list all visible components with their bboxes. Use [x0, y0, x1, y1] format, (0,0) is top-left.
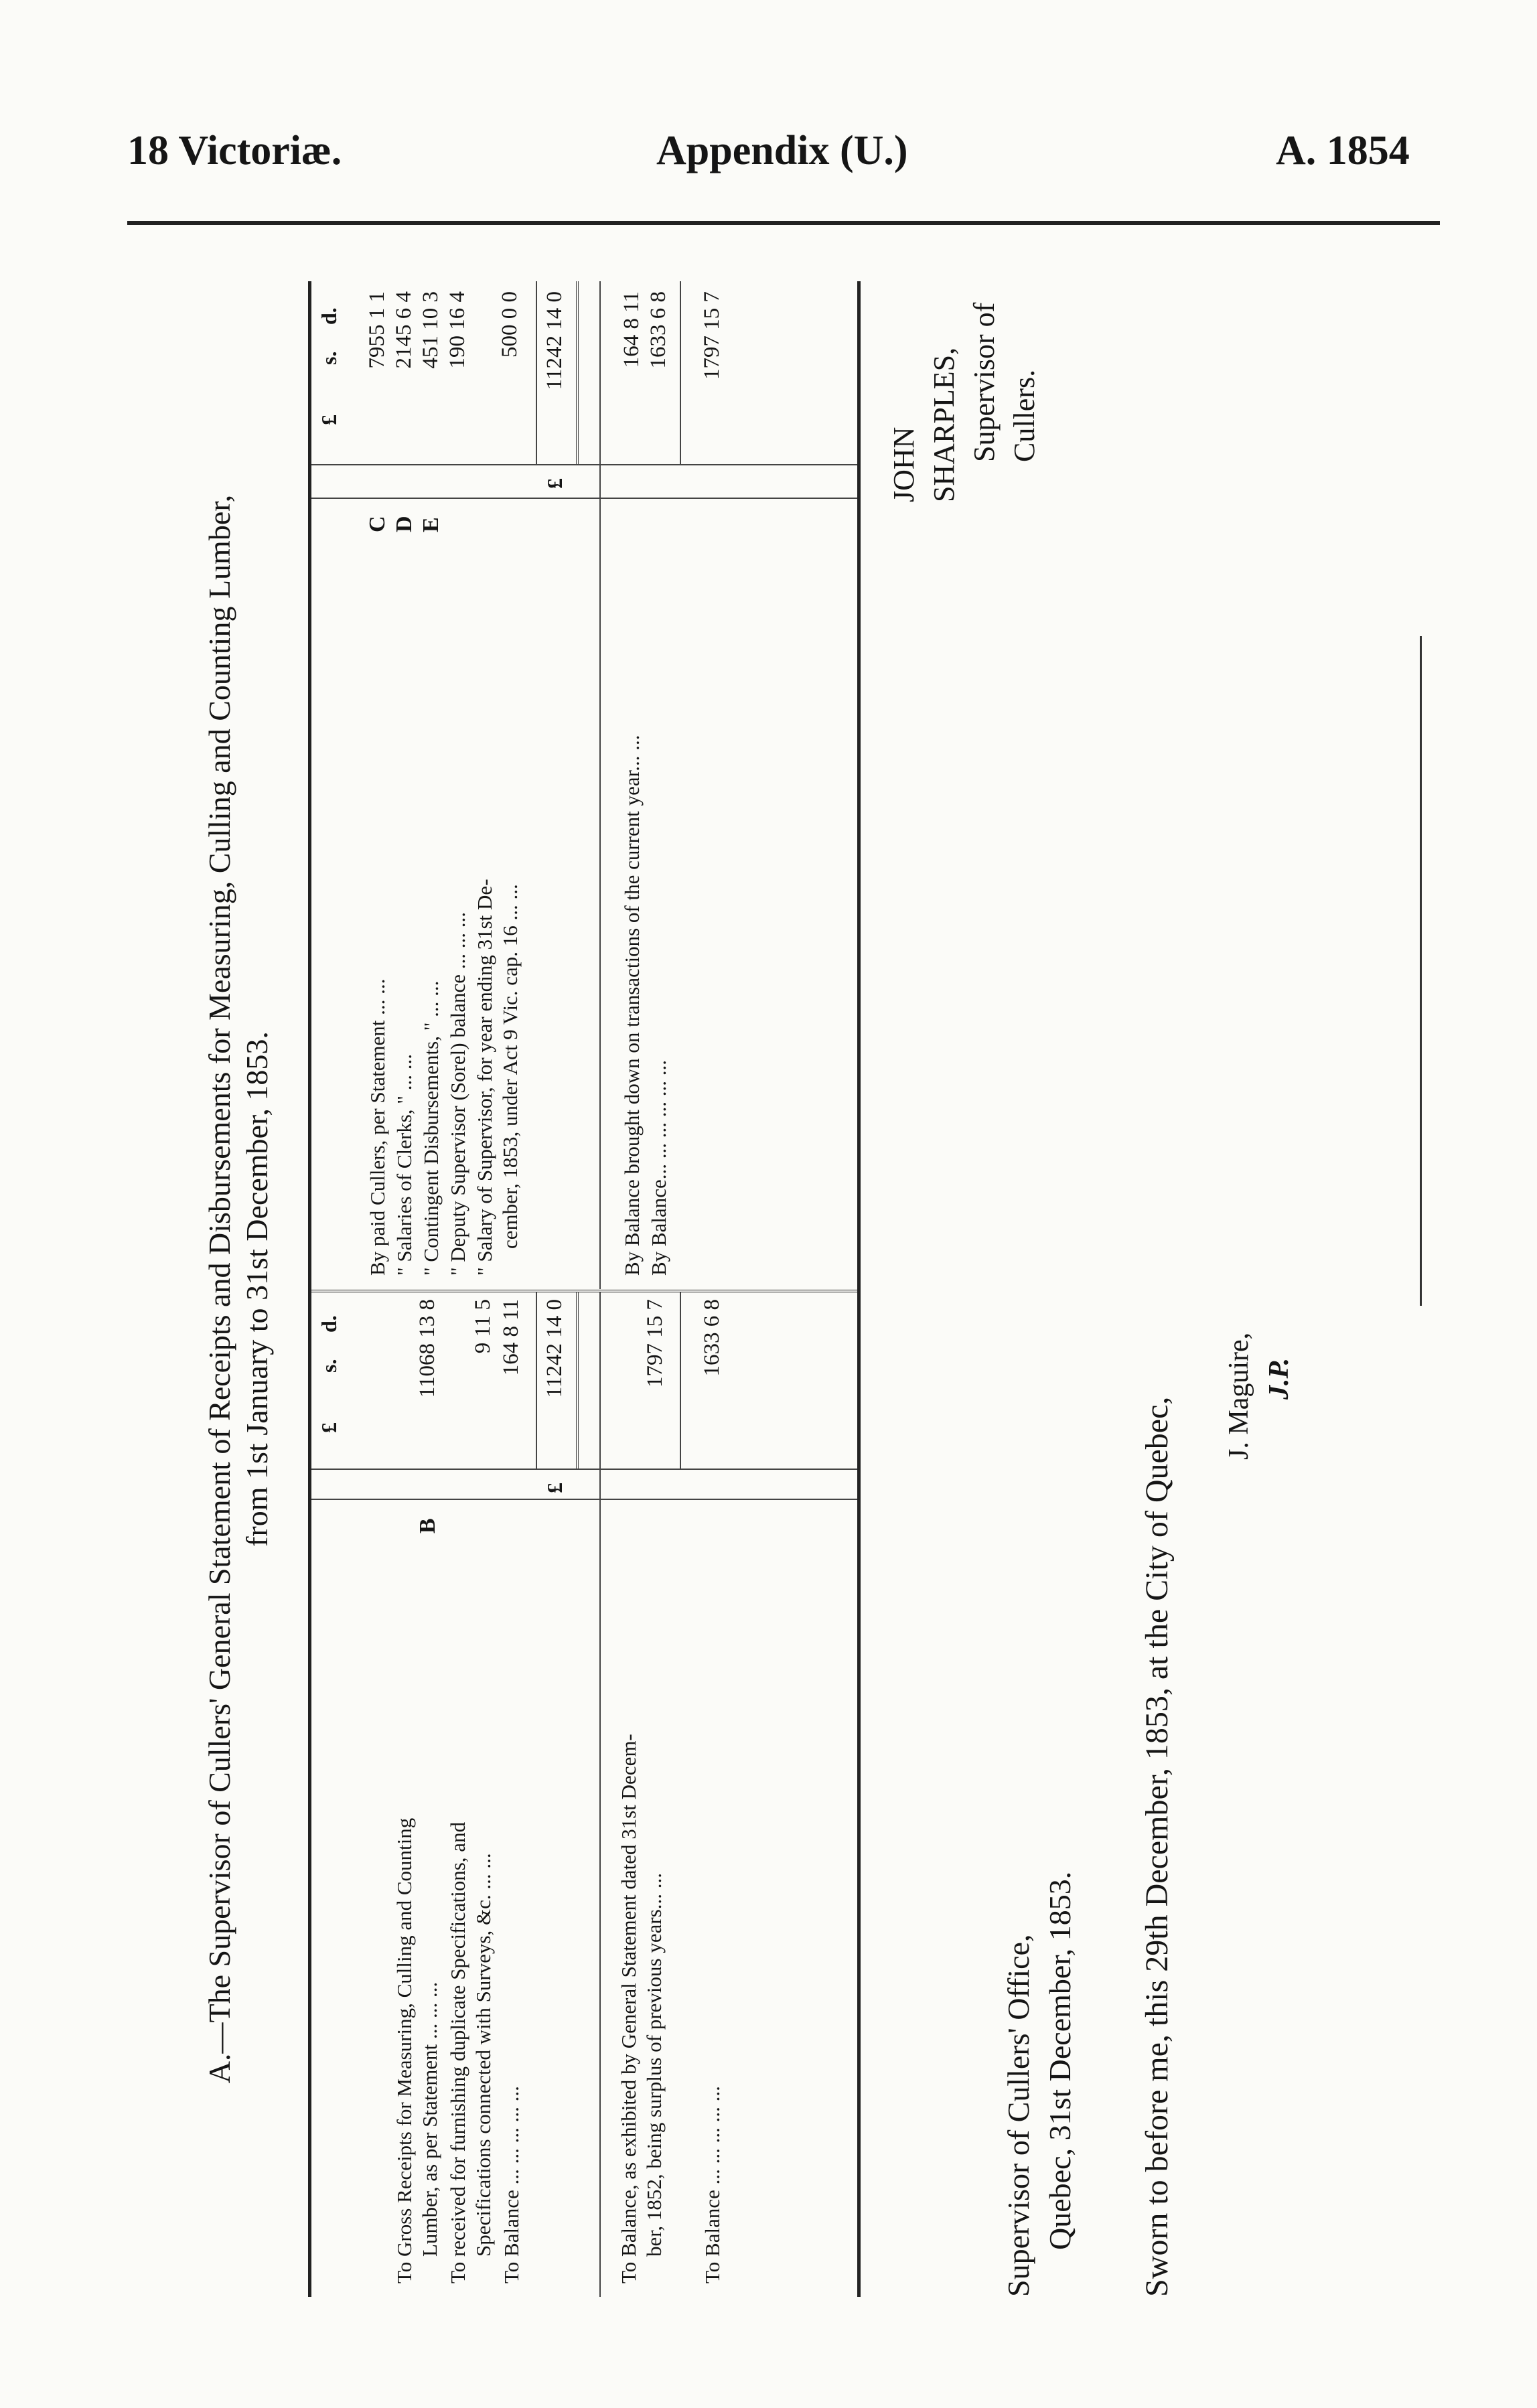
credit-ref-column-rule [311, 498, 857, 499]
pence-head: d. [317, 1315, 341, 1333]
debit-entry-balance-carried: To Balance ... ... ... ... ... [701, 2086, 724, 2283]
supervisor-name: JOHN SHARPLES, [887, 347, 960, 502]
credit-side [311, 281, 857, 1289]
credit-entry-clerks: " Salaries of Clerks, " ... ... [392, 1054, 416, 1276]
debit-balance-rule [680, 1292, 681, 1470]
header-appendix: Appendix (U.) [656, 128, 908, 173]
credit-entry-deputy: " Deputy Supervisor (Sorel) balance ... ... ... [446, 912, 469, 1276]
header-session: 18 Victoriæ. [127, 128, 342, 173]
credit-entry-contingent: " Contingent Disbursements, " ... ... [419, 980, 443, 1276]
pounds-head: £ [317, 1422, 341, 1433]
credit-ref-e: E [419, 517, 443, 532]
credit-amount-cullers: 7955 1 1 [365, 291, 389, 369]
credit-final-rule [680, 281, 681, 465]
debit-total-rule [536, 1292, 537, 1470]
rotated-statement-page [201, 268, 1426, 2310]
title-line-2: from 1st January to 31st December, 1853. [240, 1031, 274, 1547]
credit-entry-balance-brought: By Balance brought down on transactions of the current year... ... [620, 735, 644, 1276]
witness-name: J. Maguire, [1224, 1332, 1254, 1460]
debit-total: 11242 14 0 [542, 1299, 567, 1398]
sworn-statement: Sworn to before me, this 29th December, 1853, at the City of Quebec, [1139, 1396, 1175, 2297]
header-year: A. 1854 [1276, 128, 1410, 173]
debit-section-rule [599, 1292, 601, 2297]
credit-total: 11242 14 0 [542, 291, 567, 390]
debit-entry-balance: To Balance ... ... ... ... ... [500, 2086, 523, 2283]
credit-ref-d: D [392, 516, 417, 532]
debit-side [311, 1290, 857, 2297]
credit-amount-contingent: 451 10 3 [419, 291, 443, 369]
credit-total-rule [536, 281, 537, 465]
witness-signature [1219, 1333, 1299, 1460]
debit-amount-gross: 11068 13 8 [415, 1299, 439, 1398]
shillings-head: s. [317, 1359, 341, 1373]
page-header [0, 127, 1537, 194]
title-line-1: A.—The Supervisor of Cullers' General Statement of Receipts and Disbursements for Measuring, Culling and Counting Lumber, [202, 494, 236, 2084]
debit-entry-gross-receipts: To Gross Receipts for Measuring, Culling and Counting Lumber, as per Statement ... ... ... [392, 1817, 441, 2283]
credit-entry-cullers: By paid Cullers, per Statement ... ... [366, 978, 389, 1276]
credit-amount-clerks: 2145 6 4 [392, 291, 416, 369]
office-block [998, 1872, 1081, 2297]
debit-entry-duplicates: To received for furnishing duplicate Specifications, and Specifications connected with Surveys, &c. ... ... [446, 1821, 495, 2283]
credit-amount-balance-brought: 164 8 11 [619, 291, 644, 368]
header-rule [127, 221, 1440, 225]
credit-pence-head: d. [317, 307, 341, 325]
credit-entry-balance-carried: By Balance... ... ... ... ... ... [647, 1059, 670, 1276]
supervisor-role: Supervisor of Cullers. [968, 302, 1041, 462]
credit-amount-supervisor-salary: 500 0 0 [498, 291, 522, 358]
account-statement [308, 281, 861, 2297]
debit-amount-balance-brought: 1797 15 7 [643, 1299, 667, 1387]
credit-shillings-head: s. [317, 351, 341, 365]
debit-total-double-rule [576, 1292, 579, 1470]
ref-column-rule [311, 1499, 857, 1500]
credit-total-symbol: £ [542, 478, 567, 489]
credit-amount-deputy: 190 16 4 [445, 291, 469, 369]
closing-rule [1420, 636, 1422, 1306]
debit-amount-duplicates: 9 11 5 [471, 1299, 495, 1354]
credit-final-total: 1797 15 7 [700, 291, 724, 380]
office-line-1: Supervisor of Cullers' Office, [1001, 1934, 1035, 2297]
credit-section-rule [599, 281, 601, 1289]
debit-amount-balance-carried: 1633 6 8 [700, 1299, 724, 1377]
credit-pounds-head: £ [317, 415, 341, 425]
debit-entry-balance-brought: To Balance, as exhibited by General Statement dated 31st Decem- ber, 1852, being surplus of previous years... ... [617, 1734, 666, 2283]
debit-total-symbol: £ [542, 1483, 567, 1493]
debit-amount-balance: 164 8 11 [499, 1299, 523, 1376]
credit-entry-supervisor-salary: " Salary of Supervisor, for year ending 31st De- cember, 1853, under Act 9 Vic. cap. 16 ... ... [473, 879, 522, 1276]
office-line-2: Quebec, 31st December, 1853. [1043, 1871, 1077, 2250]
credit-total-double-rule [576, 281, 579, 465]
witness-title: J.P. [1264, 1357, 1295, 1400]
amount-column-rule [311, 1469, 857, 1470]
debit-ref-b: B [415, 1518, 440, 1533]
supervisor-signature [884, 268, 1045, 502]
credit-amount-balance-carried: 1633 6 8 [646, 291, 670, 369]
statement-title [201, 268, 276, 2310]
credit-ref-c: C [365, 516, 390, 532]
